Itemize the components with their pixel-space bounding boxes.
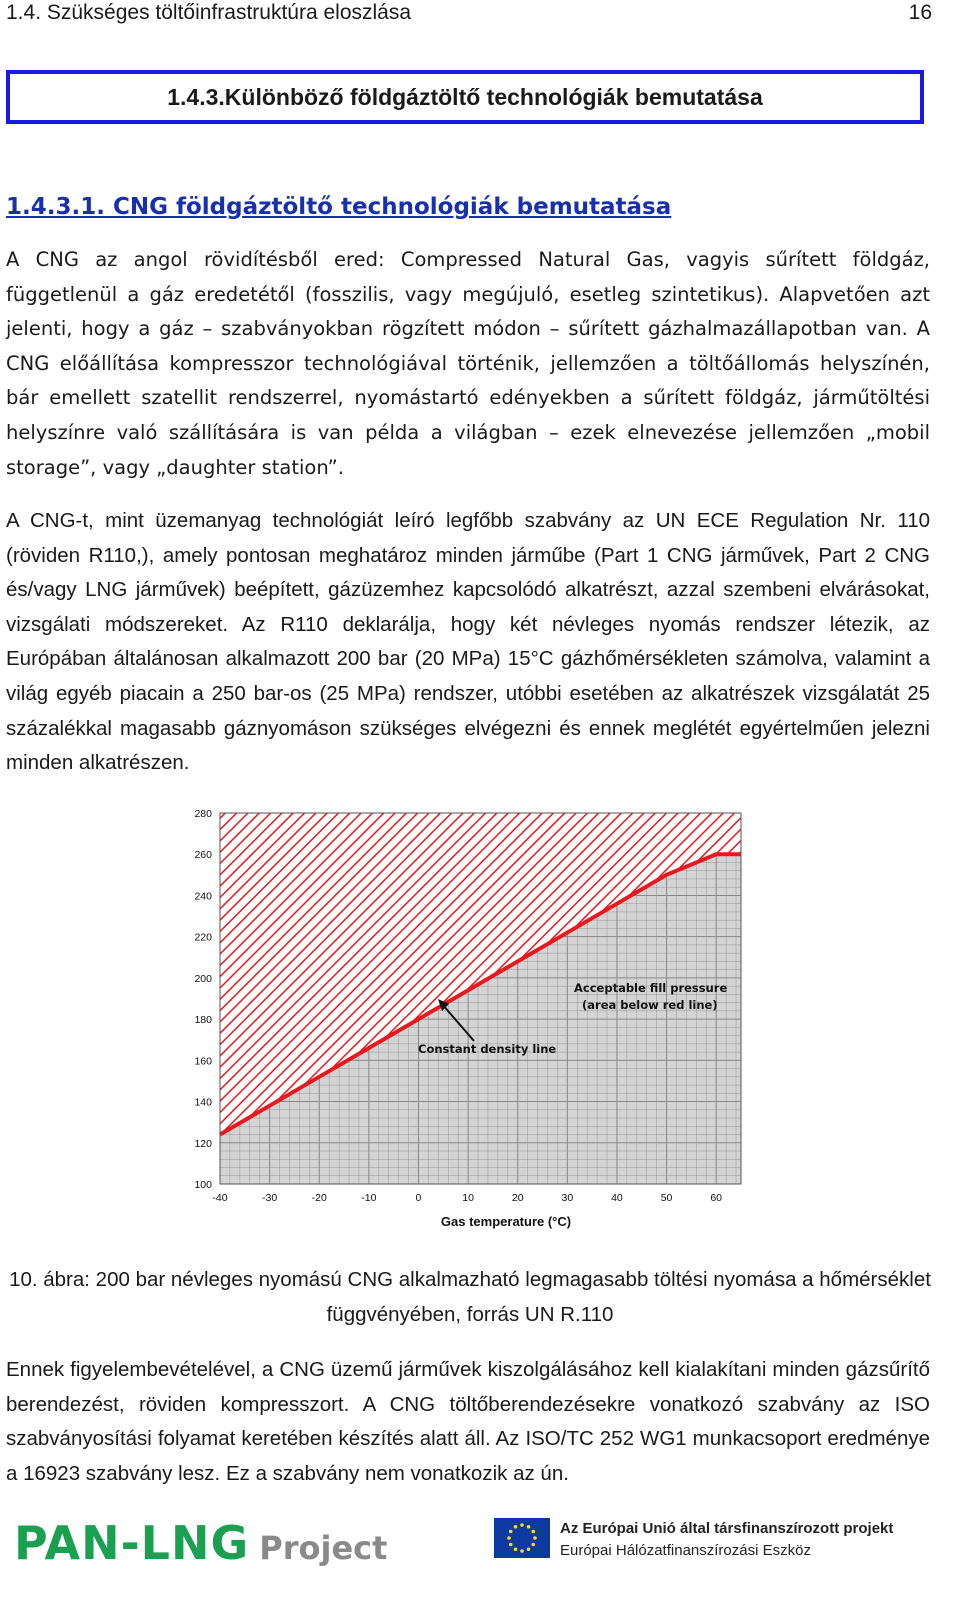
y-tick-label: 140 xyxy=(194,1096,212,1109)
eu-star xyxy=(514,1547,518,1551)
y-tick-label: 180 xyxy=(194,1014,212,1027)
y-tick-label: 120 xyxy=(194,1137,212,1150)
page-number: 16 xyxy=(908,1,932,24)
paragraph-compressor: Ennek figyelembevételével, a CNG üzemű járművek kiszolgálásához kell kialakítani minden gázsűrítő berendezést, röviden kompresszort. A CNG töltőberendezésekre vonatkozó szabvány az ISO szabványosítási folyamat keretében készítés alatt áll. Az ISO/TC 252 WG1 munkacsoport eredménye a 16923 szabvány lesz. Ez a szabvány nem vonatkozik az ún. xyxy=(6,1358,930,1485)
x-tick-label: -40 xyxy=(212,1192,228,1204)
logo-main-text: PAN-LNG xyxy=(14,1516,250,1570)
footer xyxy=(0,1508,960,1612)
x-tick-label: 30 xyxy=(561,1192,574,1204)
pan-lng-logo xyxy=(14,1516,387,1570)
eu-line-2: Európai Hálózatfinanszírozási Eszköz xyxy=(560,1542,811,1559)
eu-star xyxy=(514,1525,518,1529)
eu-funding-text xyxy=(560,1518,893,1562)
eu-star xyxy=(520,1549,524,1553)
x-tick-label: 60 xyxy=(710,1192,723,1204)
annotation-acceptable-2: (area below red line) xyxy=(582,998,718,1012)
running-header xyxy=(6,0,932,26)
eu-line-1: Az Európai Unió által társfinanszírozott projekt xyxy=(560,1520,894,1537)
chart-svg xyxy=(184,808,760,1238)
x-tick-label: -20 xyxy=(311,1192,327,1204)
section-title: 1.4.3.Különböző földgáztöltő technológiák bemutatása xyxy=(167,83,763,110)
eu-star xyxy=(509,1530,513,1534)
annotation-constant-density: Constant density line xyxy=(418,1042,557,1056)
eu-star xyxy=(531,1530,535,1534)
eu-star xyxy=(527,1547,531,1551)
header-section-title: 1.4. Szükséges töltőinfrastruktúra eloszlása xyxy=(6,1,412,24)
x-tick-label: 50 xyxy=(660,1192,673,1204)
paragraph-r110: A CNG-t, mint üzemanyag technológiát leíró legfőbb szabvány az UN ECE Regulation Nr. 110 (röviden R110,), amely pontosan meghatároz minden járműbe (Part 1 CNG járművek, Part 2 CNG és/vagy LNG járművek) beépített, gázüzemhez kapcsolódó alkatrészt, azzal szembeni elvárásokat, vizsgálati módszereket. Az R110 deklarálja, hogy két névleges nyomás rendszer létezik, az Európában általánosan alkalmazott 200 bar (20 MPa) 15°C gázhőmérsékleten számolva, valamint a világ egyéb piacain a 250 bar-os (25 MPa) rendszer, utóbbi esetében az alkatrészek vizsgálatát 25 százalékkal magasabb gáznyomáson szükséges elvégezni és ennek meglétét egyértelműen jelezni minden alkatrészen. xyxy=(6,509,930,775)
y-tick-labels xyxy=(194,808,212,1191)
section-title-box xyxy=(6,70,924,124)
y-tick-label: 260 xyxy=(194,849,212,862)
eu-star xyxy=(527,1525,531,1529)
figure-caption: 10. ábra: 200 bar névleges nyomású CNG alkalmazható legmagasabb töltési nyomása a hőmérséklet függvényében, forrás UN R.110 xyxy=(9,1268,931,1326)
eu-star xyxy=(509,1543,513,1547)
paragraph-intro: A CNG az angol rövidítésből ered: Compressed Natural Gas, vagyis sűrített földgáz, függetlenül a gáz eredetétől (fosszilis, vagy megújuló, esetleg szintetikus). Alapvetően azt jelenti, hogy a gáz – szabványokban rögzített módon – sűrített gázhalmazállapotban van. A CNG előállítása kompresszor technológiával történik, jellemzően a töltőállomás helyszínén, bár emellett szatellit rendszerrel, nyomástartó edényekben a sűrített földgáz, járműtöltési helyszínre való szállítására is van példa a világban – ezek elnevezése jellemzően „mobil storage”, vagy „daughter station”. xyxy=(6,248,930,479)
eu-star xyxy=(520,1523,524,1527)
x-tick-label: 0 xyxy=(415,1192,422,1204)
y-tick-label: 220 xyxy=(194,931,212,944)
y-tick-label: 280 xyxy=(194,808,212,820)
eu-star xyxy=(533,1536,537,1540)
logo-sub-text: Project xyxy=(259,1529,388,1567)
eu-star xyxy=(507,1536,511,1540)
y-tick-label: 200 xyxy=(194,972,212,985)
x-tick-label: 40 xyxy=(611,1192,623,1204)
eu-star xyxy=(531,1543,535,1547)
pressure-temperature-chart xyxy=(184,808,760,1238)
y-tick-label: 240 xyxy=(194,890,212,903)
x-tick-label: -10 xyxy=(361,1192,377,1204)
subsection-title: 1.4.3.1. CNG földgáztöltő technológiák bemutatása xyxy=(6,194,672,220)
y-tick-label: 100 xyxy=(194,1179,212,1191)
x-tick-label: -30 xyxy=(262,1192,278,1204)
annotation-acceptable-1: Acceptable fill pressure xyxy=(574,981,728,995)
x-axis-label: Gas temperature (°C) xyxy=(440,1214,572,1229)
y-tick-label: 160 xyxy=(194,1055,212,1068)
x-tick-label: 20 xyxy=(511,1192,524,1204)
eu-flag-icon xyxy=(494,1518,550,1558)
x-tick-label: 10 xyxy=(462,1192,474,1204)
x-tick-labels xyxy=(212,1192,722,1204)
